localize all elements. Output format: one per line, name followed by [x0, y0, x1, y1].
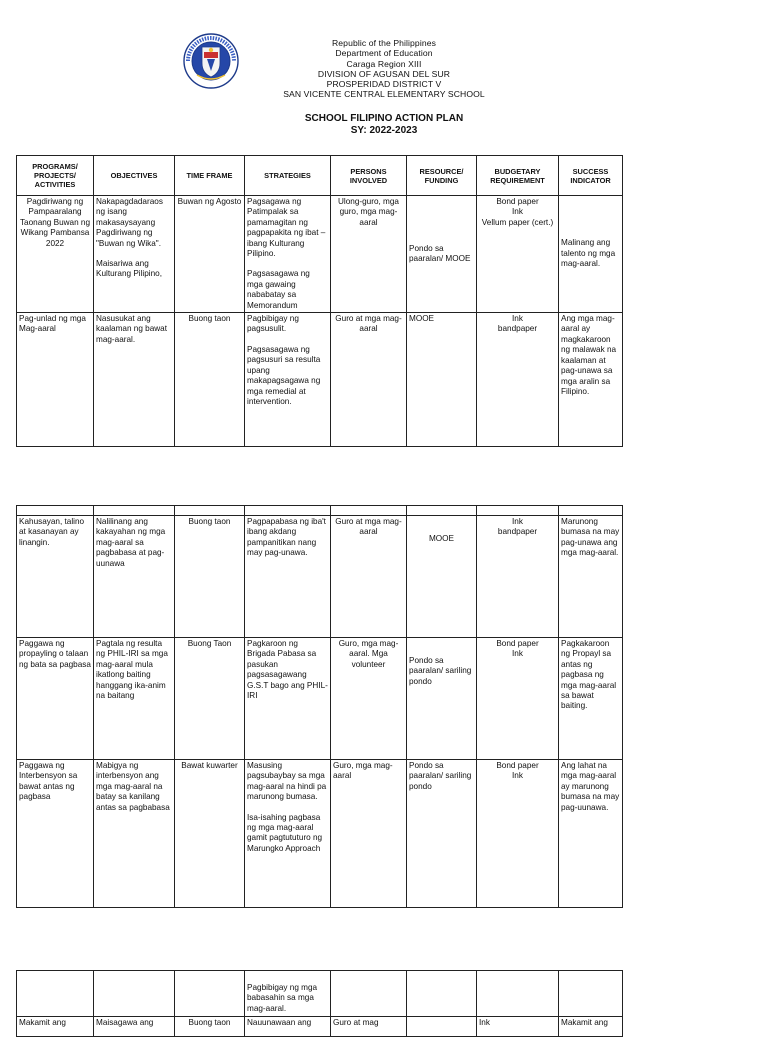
time-frame-cell: Bawat kuwarter: [175, 760, 245, 908]
table-row: [17, 516, 623, 638]
program-cell: Paggawa ng propayling o talaan ng bata sa pagbasa: [17, 638, 94, 760]
program-cell: Kahusayan, talino at kasanayan ay linangin.: [17, 516, 94, 638]
program-cell: Paggawa ng Interbensyon sa bawat antas ng pagbasa: [17, 760, 94, 908]
title-line: SCHOOL FILIPINO ACTION PLAN: [304, 113, 464, 124]
objectives-cell: Pagtala ng resulta ng PHIL-IRI sa mga mag-aaral mula ikatlong baiting hanggang ika-anim na baitang: [94, 638, 175, 760]
time-frame-cell: Buong Taon: [175, 638, 245, 760]
persons-cell: Guro at mag: [331, 1017, 407, 1037]
column-header: BUDGETARY REQUIREMENT: [477, 156, 559, 196]
funding-cell: MOOE: [407, 516, 477, 638]
funding-cell: Pondo sa paaralan/ sariling pondo: [407, 760, 477, 908]
objectives-cell: Maisagawa ang: [94, 1017, 175, 1037]
table-row: [17, 1017, 623, 1037]
persons-cell: Guro, mga mag-aaral: [331, 760, 407, 908]
funding-cell: MOOE: [407, 313, 477, 447]
strategies-cell: Nauunawaan ang: [245, 1017, 331, 1037]
objectives-cell: Mabigya ng interbensyon ang mga mag-aaral na batay sa kanilang antas sa pagbabasa: [94, 760, 175, 908]
program-cell: Makamit ang: [17, 1017, 94, 1037]
strategies-cell: Pagbibigay ng mga babasahin sa mga mag-aaral.: [245, 971, 331, 1017]
header-line: Department of Education: [335, 48, 433, 59]
header-line: SAN VICENTE CENTRAL ELEMENTARY SCHOOL: [283, 89, 485, 100]
header-line: PROSPERIDAD DISTRICT V: [326, 79, 442, 90]
letterhead: [250, 38, 518, 100]
column-header: TIME FRAME: [175, 156, 245, 196]
strategies-cell: Masusing pagsubaybay sa mga mag-aaral na hindi pa marunong bumasa. Isa-isahing pagbasa ng mga mag-aaral gamit pagtututuro ng Marungko Approach: [245, 760, 331, 908]
program-cell: Pag-unlad ng mga Mag-aaral: [17, 313, 94, 447]
header-line: DIVISION OF AGUSAN DEL SUR: [317, 68, 451, 79]
table-row: [17, 760, 623, 908]
header-line: Caraga Region XIII: [346, 58, 422, 69]
action-plan-table: [16, 505, 623, 908]
column-header: PERSONS INVOLVED: [331, 156, 407, 196]
time-frame-cell: Buwan ng Agosto: [175, 196, 245, 313]
indicator-cell: Ang lahat na mga mag-aaral ay marunong bumasa na may pag-uunawa.: [559, 760, 623, 908]
indicator-cell: Pagkakaroon ng Propayl sa antas ng pagbasa ng mga mag-aaral sa bawat baiting.: [559, 638, 623, 760]
persons-cell: Guro, mga mag-aaral. Mga volunteer: [331, 638, 407, 760]
indicator-cell: Ang mga mag-aaral ay magkakaroon ng malawak na kaalaman at pag-unawa sa mga aralin sa Filipino.: [559, 313, 623, 447]
strategies-cell: Pagbibigay ng pagsusulit. Pagsasagawa ng pagsusuri sa resulta upang makapagsagawa ng mga remedial at intervention.: [245, 313, 331, 447]
budget-cell: Bond paper Ink Vellum paper (cert.): [477, 196, 559, 313]
action-plan-table: [16, 155, 623, 447]
document-title: [250, 113, 518, 137]
table-row: [17, 638, 623, 760]
persons-cell: Guro at mga mag-aaral: [331, 313, 407, 447]
budget-cell: Ink bandpaper: [477, 313, 559, 447]
action-plan-table: [16, 970, 623, 1037]
time-frame-cell: Buong taon: [175, 313, 245, 447]
deped-seal-logo: [183, 33, 239, 89]
spacer-row: [17, 506, 623, 516]
column-header: RESOURCE/ FUNDING: [407, 156, 477, 196]
column-header: PROGRAMS/ PROJECTS/ ACTIVITIES: [17, 156, 94, 196]
budget-cell: Bond paper Ink: [477, 760, 559, 908]
school-year: SY: 2022-2023: [350, 125, 418, 136]
table-row: [17, 196, 623, 313]
indicator-cell: Malinang ang talento ng mga mag-aaral.: [559, 196, 623, 313]
persons-cell: Guro at mga mag-aaral: [331, 516, 407, 638]
budget-cell: Ink bandpaper: [477, 516, 559, 638]
strategies-cell: Pagpapabasa ng iba't ibang akdang pampanitikan nang may pag-unawa.: [245, 516, 331, 638]
strategies-cell: Pagkaroon ng Brigada Pabasa sa pasukan pagsasagawang G.S.T bago ang PHIL-IRI: [245, 638, 331, 760]
table-row: [17, 971, 623, 1017]
program-cell: Pagdiriwang ng Pampaaralang Taonang Buwan ng Wikang Pambansa 2022: [17, 196, 94, 313]
header-line: Republic of the Philippines: [332, 38, 436, 48]
funding-cell: Pondo sa paaralan/ MOOE: [407, 196, 477, 313]
table-row: [17, 313, 623, 447]
budget-cell: Bond paper Ink: [477, 638, 559, 760]
header-row: [17, 156, 623, 196]
column-header: STRATEGIES: [245, 156, 331, 196]
column-header: OBJECTIVES: [94, 156, 175, 196]
time-frame-cell: Buong taon: [175, 1017, 245, 1037]
objectives-cell: Nalilinang ang kakayahan ng mga mag-aaral sa pagbabasa at pag-uunawa: [94, 516, 175, 638]
objectives-cell: Nakapagdadaraos ng isang makasaysayang Pagdiriwang ng "Buwan ng Wika". Maisariwa ang Kulturang Pilipino,: [94, 196, 175, 313]
budget-cell: Ink: [477, 1017, 559, 1037]
indicator-cell: Marunong bumasa na may pag-unawa ang mga mag-aaral.: [559, 516, 623, 638]
funding-cell: Pondo sa paaralan/ sariling pondo: [407, 638, 477, 760]
objectives-cell: Nasusukat ang kaalaman ng bawat mag-aaral.: [94, 313, 175, 447]
time-frame-cell: Buong taon: [175, 516, 245, 638]
persons-cell: Ulong-guro, mga guro, mga mag-aaral: [331, 196, 407, 313]
indicator-cell: Makamit ang: [559, 1017, 623, 1037]
strategies-cell: Pagsagawa ng Patimpalak sa pamamagitan ng pagpapakita ng ibat – ibang Kulturang Pilipino. Pagsasagawa ng mga gawaing nababatay sa Memorandum: [245, 196, 331, 313]
funding-cell: [407, 1017, 477, 1037]
column-header: SUCCESS INDICATOR: [559, 156, 623, 196]
